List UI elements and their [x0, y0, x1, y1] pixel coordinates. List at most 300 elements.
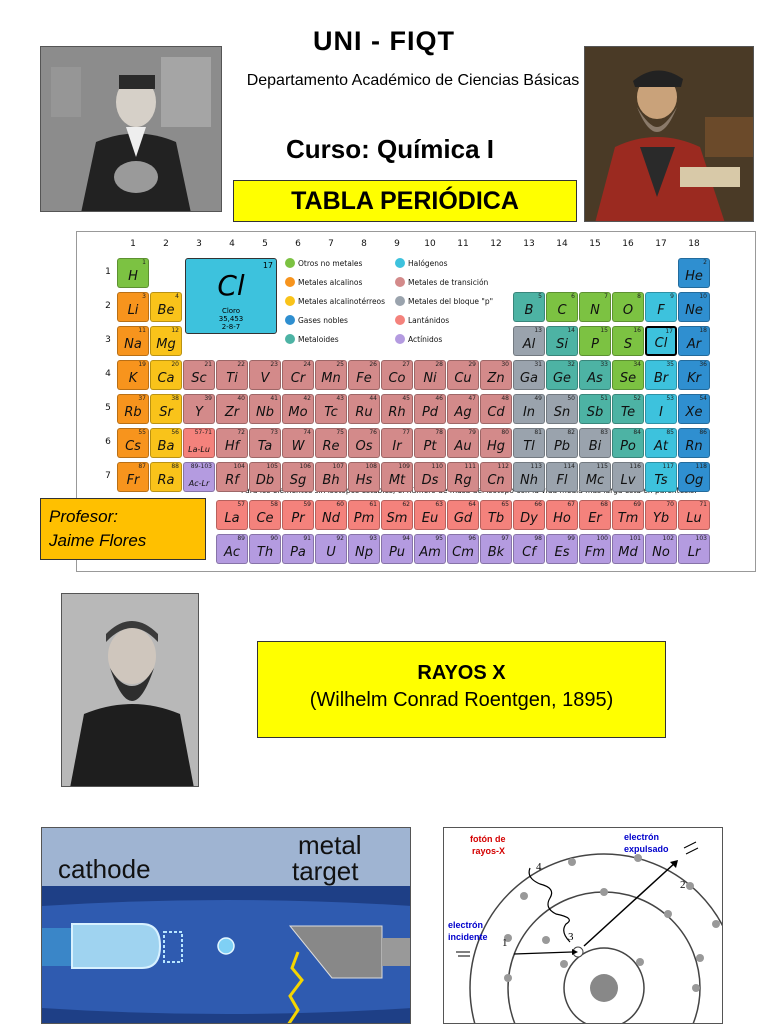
element-ho [546, 500, 578, 530]
element-symbol: C [557, 303, 567, 318]
legend-item [395, 334, 442, 346]
element-symbol: N [590, 303, 600, 318]
element-symbol: Ni [423, 371, 437, 386]
element-tb [480, 500, 512, 530]
element-symbol: W [291, 439, 305, 454]
element-symbol: Lu [686, 511, 702, 526]
atomic-number: 83 [600, 429, 608, 436]
atomic-number: 3 [142, 293, 146, 300]
atomic-number: 28 [435, 361, 443, 368]
element-tc [315, 394, 347, 424]
element-symbol: Cn [487, 473, 505, 488]
atomic-number: 54 [699, 395, 707, 402]
atomic-number: 104 [233, 463, 245, 470]
element-symbol: Ga [519, 371, 539, 386]
element-u [315, 534, 347, 564]
element-symbol: Pu [388, 545, 406, 560]
step-4-label: 4 [536, 861, 542, 873]
atomic-number: 112 [497, 463, 509, 470]
element-symbol: In [522, 405, 536, 420]
scientist-photo-left [40, 46, 222, 212]
electron-inc-label-2: incidente [448, 932, 488, 942]
period-number: 3 [105, 335, 111, 345]
atomic-number: 40 [237, 395, 245, 402]
legend-label: Lantánidos [408, 316, 450, 325]
element-symbol: Md [618, 545, 638, 560]
period-number: 6 [105, 437, 111, 447]
atomic-number: 57 [237, 501, 245, 508]
element-bk [480, 534, 512, 564]
atomic-number: 5 [538, 293, 542, 300]
element-yb [645, 500, 677, 530]
professor-label: Profesor: [49, 507, 118, 526]
element-db [249, 462, 281, 492]
atomic-number: 115 [596, 463, 608, 470]
element-pm [348, 500, 380, 530]
element-symbol: At [654, 439, 668, 454]
element-symbol: Ds [421, 473, 439, 488]
atomic-number: 15 [600, 327, 608, 334]
atomic-number: 46 [435, 395, 443, 402]
legend-label: Metales del bloque "p" [408, 297, 494, 306]
atomic-number: 69 [633, 501, 641, 508]
element-symbol: Y [195, 405, 203, 420]
atomic-number: 61 [369, 501, 377, 508]
element-symbol: Sb [586, 405, 604, 420]
atomic-number: 51 [600, 395, 608, 402]
element-symbol: Nb [256, 405, 274, 420]
element-symbol: Hs [355, 473, 373, 488]
element-ds [414, 462, 446, 492]
element-rf [216, 462, 248, 492]
element-symbol: La-Lu [188, 445, 210, 454]
atomic-number: 87 [138, 463, 146, 470]
element-b [513, 292, 545, 322]
element-symbol: Mg [156, 337, 176, 352]
element-symbol: Mt [388, 473, 406, 488]
atomic-number: 89-103 [190, 463, 212, 470]
element-symbol: Cr [290, 371, 306, 386]
element-symbol: Eu [421, 511, 439, 526]
atomic-number: 7 [604, 293, 608, 300]
legend-label: Actínidos [408, 335, 443, 344]
element-symbol: Os [355, 439, 373, 454]
element-se [612, 360, 644, 390]
element-tm [612, 500, 644, 530]
element-symbol: Fr [126, 473, 140, 488]
cathode-label: cathode [58, 854, 151, 884]
legend-label: Otros no metales [298, 259, 363, 268]
element-in [513, 394, 545, 424]
atomic-number: 49 [534, 395, 542, 402]
element-s [612, 326, 644, 356]
period-number: 5 [105, 403, 111, 413]
element-symbol: Co [388, 371, 406, 386]
element-si [546, 326, 578, 356]
atomic-number: 48 [501, 395, 509, 402]
element-mg [150, 326, 182, 356]
element-md [612, 534, 644, 564]
element-symbol: Tb [487, 511, 505, 526]
element-sc [183, 360, 215, 390]
element-symbol: No [652, 545, 670, 560]
element-pu [381, 534, 413, 564]
atomic-number: 53 [666, 395, 674, 402]
atomic-number: 6 [571, 293, 575, 300]
atomic-number: 23 [270, 361, 278, 368]
element-symbol: Pa [290, 545, 306, 560]
period-number: 7 [105, 471, 111, 481]
element-symbol: He [685, 269, 703, 284]
atomic-number: 106 [299, 463, 311, 470]
atomic-number: 63 [435, 501, 443, 508]
atomic-number: 2 [703, 259, 707, 266]
element-symbol: Ca [157, 371, 175, 386]
legend-item [285, 334, 339, 346]
element-symbol: Ir [392, 439, 402, 454]
element-es [546, 534, 578, 564]
element-symbol: Sm [386, 511, 408, 526]
atomic-number: 90 [270, 535, 278, 542]
atomic-number: 12 [171, 327, 179, 334]
atomic-number: 32 [567, 361, 575, 368]
legend-item [395, 258, 448, 270]
atomic-number: 82 [567, 429, 575, 436]
element-xe [678, 394, 710, 424]
element-v [249, 360, 281, 390]
element-symbol: Sn [553, 405, 571, 420]
featured-mass: 35,453 [218, 315, 244, 323]
element-c [546, 292, 578, 322]
department-name: Departamento Académico de Ciencias Básicas [246, 72, 580, 89]
atomic-number: 21 [204, 361, 212, 368]
legend-label: Metales de transición [408, 278, 489, 287]
course-title: Curso: Química I [285, 134, 495, 164]
element-nh [513, 462, 545, 492]
element-symbol: Es [554, 545, 570, 560]
group-number: 15 [589, 239, 601, 249]
atomic-number: 57-71 [194, 429, 212, 436]
atomic-number: 99 [567, 535, 575, 542]
element-os [348, 428, 380, 458]
element-dy [513, 500, 545, 530]
element-symbol: Ac [223, 545, 241, 560]
element-og [678, 462, 710, 492]
element-symbol: Ts [654, 473, 668, 488]
element-ir [381, 428, 413, 458]
atomic-number: 67 [567, 501, 575, 508]
atomic-number: 62 [402, 501, 410, 508]
xray-banner [257, 641, 666, 738]
element-symbol: Lr [687, 545, 701, 560]
step-2-label: 2 [680, 879, 686, 891]
element-symbol: Cu [454, 371, 472, 386]
atomic-number: 33 [600, 361, 608, 368]
atomic-number: 72 [237, 429, 245, 436]
legend-item [395, 296, 493, 308]
atomic-number: 70 [666, 501, 674, 508]
atomic-number: 116 [629, 463, 641, 470]
group-number: 14 [556, 239, 568, 249]
element-symbol: Al [522, 337, 536, 352]
legend-swatch [395, 277, 405, 287]
atomic-number: 76 [369, 429, 377, 436]
atomic-number: 66 [534, 501, 542, 508]
group-number: 3 [196, 239, 202, 249]
element-p [579, 326, 611, 356]
element-symbol: Cf [522, 545, 536, 560]
element-symbol: Pr [291, 511, 305, 526]
legend-swatch [285, 315, 295, 325]
element-he [678, 258, 710, 288]
element-symbol: Lv [620, 473, 636, 488]
element-symbol: Re [322, 439, 340, 454]
atomic-number: 60 [336, 501, 344, 508]
atomic-number: 100 [596, 535, 608, 542]
element-ca [150, 360, 182, 390]
atomic-number: 111 [464, 463, 476, 470]
element-symbol: Og [684, 473, 704, 488]
element-symbol: Fl [556, 473, 568, 488]
step-1-label: 1 [502, 937, 508, 949]
element-bi [579, 428, 611, 458]
element-symbol: Ar [686, 337, 702, 352]
atomic-number: 31 [534, 361, 542, 368]
element-symbol: Ra [157, 473, 175, 488]
element-symbol: Hg [486, 439, 506, 454]
element-symbol: Th [256, 545, 274, 560]
element-nd [315, 500, 347, 530]
period-number: 1 [105, 267, 111, 277]
atomic-number: 36 [699, 361, 707, 368]
element-symbol: Rb [124, 405, 142, 420]
atomic-number: 77 [402, 429, 410, 436]
element-symbol: Te [620, 405, 636, 420]
element-symbol: B [524, 303, 534, 318]
element-sr [150, 394, 182, 424]
element-symbol: Cm [452, 545, 474, 560]
element-symbol: Tl [523, 439, 535, 454]
legend-swatch [395, 315, 405, 325]
element-symbol: Hf [224, 439, 240, 454]
atomic-number: 59 [303, 501, 311, 508]
atomic-number: 114 [563, 463, 575, 470]
group-number: 11 [457, 239, 469, 249]
group-number: 6 [295, 239, 301, 249]
atomic-number: 27 [402, 361, 410, 368]
element-rn [678, 428, 710, 458]
group-number: 17 [655, 239, 667, 249]
atomic-number: 93 [369, 535, 377, 542]
atomic-number: 75 [336, 429, 344, 436]
legend-swatch [395, 258, 405, 268]
page-title: UNI - FIQT [313, 26, 455, 56]
element-pa [282, 534, 314, 564]
element-rb [117, 394, 149, 424]
element-symbol: Bh [322, 473, 340, 488]
atomic-number: 58 [270, 501, 278, 508]
element-symbol: Li [127, 303, 139, 318]
element-fl [546, 462, 578, 492]
atomic-number: 85 [666, 429, 674, 436]
element-th [249, 534, 281, 564]
atomic-number: 86 [699, 429, 707, 436]
atomic-number: 65 [501, 501, 509, 508]
element-pt [414, 428, 446, 458]
element-cr [282, 360, 314, 390]
element-symbol: Nd [322, 511, 340, 526]
element-h [117, 258, 149, 288]
element-symbol: Rf [225, 473, 239, 488]
atomic-number: 4 [175, 293, 179, 300]
element-symbol: Bi [588, 439, 602, 454]
group-number: 7 [328, 239, 334, 249]
atomic-number: 103 [695, 535, 707, 542]
atomic-number: 39 [204, 395, 212, 402]
element-symbol: P [591, 337, 599, 352]
atomic-number: 64 [468, 501, 476, 508]
element-sg [282, 462, 314, 492]
element-symbol: Rg [454, 473, 472, 488]
element-hf [216, 428, 248, 458]
element-eu [414, 500, 446, 530]
element-symbol: Cd [487, 405, 505, 420]
xray-title: RAYOS X [417, 662, 506, 684]
element-symbol: Ru [355, 405, 373, 420]
element-symbol: Pb [553, 439, 571, 454]
table-title-banner: TABLA PERIÓDICA [233, 180, 577, 222]
element-fr [117, 462, 149, 492]
element-symbol: Si [556, 337, 568, 352]
atomic-number: 56 [171, 429, 179, 436]
atomic-number: 19 [138, 361, 146, 368]
atomic-number: 68 [600, 501, 608, 508]
element-symbol: Pd [421, 405, 439, 420]
element-ar [678, 326, 710, 356]
element-cm [447, 534, 479, 564]
element-gd [447, 500, 479, 530]
element-cs [117, 428, 149, 458]
atomic-number: 42 [303, 395, 311, 402]
atomic-number: 14 [567, 327, 575, 334]
element-symbol: Be [157, 303, 175, 318]
atomic-number: 88 [171, 463, 179, 470]
element-symbol: Zn [487, 371, 505, 386]
legend-item [285, 277, 362, 289]
element-ge [546, 360, 578, 390]
element-symbol: Nh [520, 473, 538, 488]
element-symbol: Tc [324, 405, 338, 420]
step-3-label: 3 [568, 931, 574, 943]
legend-item [285, 258, 362, 270]
element-ts [645, 462, 677, 492]
element-symbol: Ho [553, 511, 571, 526]
electron-exp-label-1: electrón [624, 832, 660, 842]
atomic-number: 101 [629, 535, 641, 542]
atomic-number: 45 [402, 395, 410, 402]
atomic-number: 26 [369, 361, 377, 368]
legend-label: Gases nobles [298, 316, 348, 325]
element-mo [282, 394, 314, 424]
legend-swatch [285, 277, 295, 287]
atomic-number: 97 [501, 535, 509, 542]
element-symbol: Mc [585, 473, 605, 488]
element-symbol: Rh [388, 405, 406, 420]
element-symbol: Bk [487, 545, 505, 560]
element-symbol: Mo [288, 405, 308, 420]
atomic-number: 95 [435, 535, 443, 542]
element-la-lu [183, 428, 215, 458]
element-er [579, 500, 611, 530]
element-ac-lr [183, 462, 215, 492]
element-hs [348, 462, 380, 492]
atomic-number: 44 [369, 395, 377, 402]
atomic-number: 108 [365, 463, 377, 470]
atomic-number: 73 [270, 429, 278, 436]
foton-label-2: rayos-X [472, 846, 506, 856]
group-number: 2 [163, 239, 169, 249]
element-symbol: Tm [617, 511, 639, 526]
atomic-number: 79 [468, 429, 476, 436]
atomic-number: 80 [501, 429, 509, 436]
element-mn [315, 360, 347, 390]
element-tl [513, 428, 545, 458]
element-symbol: Ge [552, 371, 572, 386]
element-symbol: Yb [652, 511, 670, 526]
metal-label: metal [298, 830, 362, 860]
element-symbol: Fm [584, 545, 606, 560]
element-symbol: Pt [423, 439, 437, 454]
element-np [348, 534, 380, 564]
element-na [117, 326, 149, 356]
element-symbol: Au [454, 439, 472, 454]
element-re [315, 428, 347, 458]
legend-label: Halógenos [408, 259, 448, 268]
element-rh [381, 394, 413, 424]
legend-label: Metaloides [298, 335, 339, 344]
element-symbol: Ce [256, 511, 274, 526]
element-symbol: Cs [125, 439, 141, 454]
group-number: 13 [523, 239, 535, 249]
element-la [216, 500, 248, 530]
element-symbol: Ag [454, 405, 472, 420]
element-symbol: Am [419, 545, 441, 560]
featured-config: 2-8-7 [221, 323, 241, 331]
group-number: 1 [130, 239, 136, 249]
legend-label: Metales alcalinos [298, 278, 363, 287]
atom-xray-diagram [443, 827, 723, 1024]
element-symbol: Zr [224, 405, 240, 420]
group-number: 9 [394, 239, 400, 249]
element-no [645, 534, 677, 564]
element-symbol: Rn [685, 439, 703, 454]
period-number: 2 [105, 301, 111, 311]
legend-label: Metales alcalinotérreos [298, 297, 386, 306]
atomic-number: 47 [468, 395, 476, 402]
element-ra [150, 462, 182, 492]
element-rg [447, 462, 479, 492]
element-lv [612, 462, 644, 492]
element-ag [447, 394, 479, 424]
element-symbol: As [587, 371, 603, 386]
element-symbol: K [128, 371, 138, 386]
element-te [612, 394, 644, 424]
element-ne [678, 292, 710, 322]
element-nb [249, 394, 281, 424]
atomic-number: 29 [468, 361, 476, 368]
element-sm [381, 500, 413, 530]
element-symbol: Kr [687, 371, 701, 386]
